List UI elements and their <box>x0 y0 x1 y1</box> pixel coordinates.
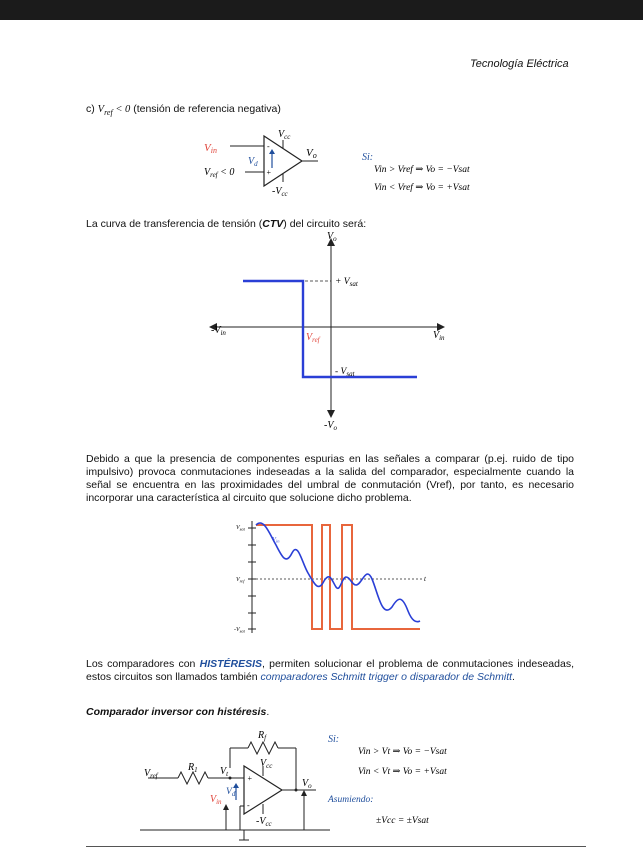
ctv-intro <box>86 218 366 230</box>
svg-text:-: - <box>267 142 270 151</box>
para2-a: Los comparadores con <box>86 658 200 670</box>
page-header-title: Tecnología Eléctrica <box>470 58 569 70</box>
top-bar <box>0 0 643 20</box>
c2-vcc-pos: $V_{cc}$ <box>260 758 273 770</box>
c1-vcc-pos: $V_{cc}$ <box>278 129 291 141</box>
paragraph-noise: Debido a que la presencia de componentes espurias en las señales a comparar (p.ej. ruido de tipo impulsivo) provoca conmutaciones indeseadas a la salida del comparador, especialmente cuando la señal se encuentra en las proximidades del umbral de conmutación (Vref), por tanto, es necesario incorporar una característica al circuito que solucione dicho problema. <box>86 453 574 504</box>
wave-vin <box>256 523 420 622</box>
bottom-rule <box>86 846 586 847</box>
c1-vin-label: Vin <box>204 142 217 155</box>
c2-vcc-neg: $-V_{cc}$ <box>256 816 272 828</box>
c1-si: Si: <box>362 152 374 163</box>
wave-vo <box>256 525 420 629</box>
wave-label-neg-vsat: $-V_{sat}$ <box>234 627 245 634</box>
c2-vt: $V_t$ <box>220 766 229 778</box>
section-c-prefix: c) <box>86 103 95 115</box>
wave-label-vin: $V_{in}$ <box>272 536 280 544</box>
ctv-label-neg-vo: $-V_o$ <box>324 420 337 432</box>
ctv-label-vin: $V_{in}$ <box>433 330 445 342</box>
ctv-intro-text: La curva de transferencia de tensión ( <box>86 218 263 230</box>
ctv-curve <box>243 281 417 377</box>
waveform-chart <box>230 515 440 641</box>
ctv-label-vref: $V_{ref}$ <box>306 332 320 344</box>
subhead-dot: . <box>266 706 270 718</box>
c2-vo: $V_o$ <box>302 778 312 790</box>
c1-vd-label: $V_d$ <box>248 156 258 168</box>
wave-label-vsat: $V_{sat}$ <box>236 525 245 532</box>
c2-rule1: Vin > Vt ⇒ Vo = −Vsat <box>358 747 447 757</box>
ctv-label-sat-neg: - $V_{sat}$ <box>335 367 355 378</box>
c1-vref-label: $V_{ref} < 0$ <box>204 167 235 179</box>
c2-vin: $V_{in}$ <box>210 794 222 806</box>
c1-vo-label: Vo <box>306 147 317 160</box>
c1-rule1: Vin > Vref ⇒ Vo = −Vsat <box>374 165 470 175</box>
subhead-text: Comparador inversor con histéresis <box>86 706 267 718</box>
para2-hysteresis-term: HISTÉRESIS <box>199 658 263 670</box>
section-c-heading <box>86 103 281 117</box>
para2-b: , permiten solucionar el problema de conmutaciones indeseadas, estos circuitos son llamados también <box>86 658 574 683</box>
svg-text:+: + <box>266 168 272 177</box>
c2-rule2: Vin < Vt ⇒ Vo = +Vsat <box>358 767 447 777</box>
ctv-label-vo: $V_o$ <box>327 231 337 243</box>
ctv-outro: ) del circuito será: <box>283 218 367 230</box>
ctv-bold: CTV <box>262 218 284 230</box>
section-c-cond: < 0 <box>112 104 131 115</box>
section-c-desc: (tensión de referencia negativa) <box>130 103 281 115</box>
section-c-var-sub: ref <box>104 108 113 118</box>
c2-vref: $V_{ref}$ <box>144 768 158 780</box>
section-c-var: V <box>97 104 105 115</box>
c2-assume: ±Vcc = ±Vsat <box>376 816 429 826</box>
schmitt-circuit <box>140 726 600 844</box>
transfer-curve-chart <box>205 230 455 430</box>
comparator-circuit-1 <box>190 126 510 198</box>
c1-vcc-neg: $-V_{cc}$ <box>272 186 288 198</box>
paragraph-hysteresis <box>86 658 574 684</box>
c2-si: Si: <box>328 734 340 745</box>
wave-label-t: t <box>424 575 426 583</box>
ctv-label-neg-vin: $-V_{in}$ <box>211 325 226 337</box>
c2-vd: $V_d$ <box>226 787 236 798</box>
c1-rule2: Vin < Vref ⇒ Vo = +Vsat <box>374 183 470 193</box>
ctv-label-sat-pos: + $V_{sat}$ <box>335 277 358 288</box>
c2-r1: $R_1$ <box>188 762 198 774</box>
svg-text:-: - <box>247 801 250 810</box>
para2-schmitt-term: comparadores Schmitt trigger o disparador de Schmitt <box>260 671 513 683</box>
wave-label-vref: $V_{ref}$ <box>236 577 245 584</box>
c2-rf: $R_f$ <box>258 730 267 742</box>
subheading-inverting-hysteresis <box>86 706 269 718</box>
para2-c: . <box>512 671 515 683</box>
svg-text:+: + <box>247 774 253 783</box>
c2-asumiendo: Asumiendo: <box>328 795 374 805</box>
